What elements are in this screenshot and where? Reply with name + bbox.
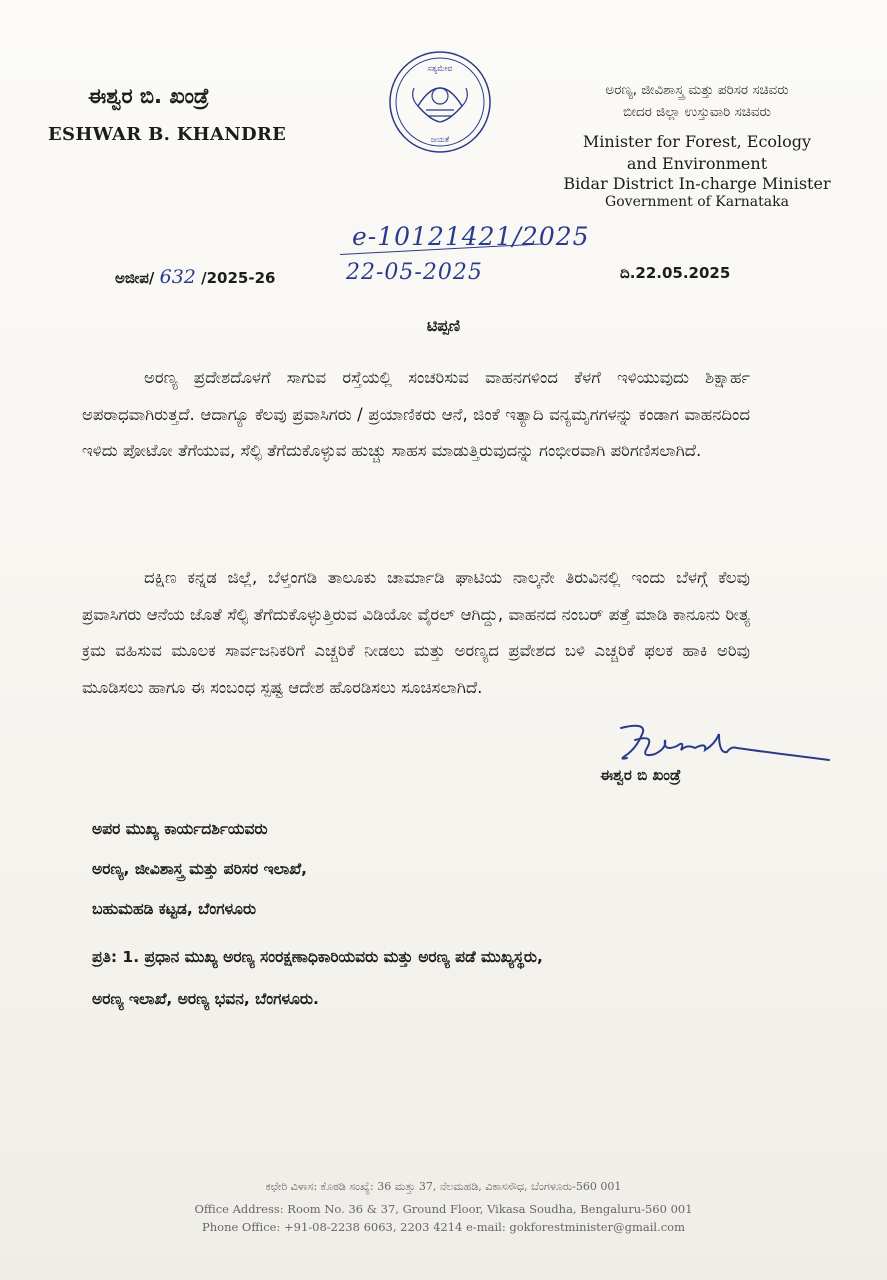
handwritten-date: 22-05-2025 bbox=[346, 260, 483, 285]
note-heading: ಟಿಪ್ಪಣಿ bbox=[426, 316, 461, 335]
copy-to-line-2: ಅರಣ್ಯ ಇಲಾಖೆ, ಅರಣ್ಯ ಭವನ, ಬೆಂಗಳೂರು. bbox=[92, 990, 319, 1008]
signatory-name: ಈಶ್ವರ ಬಿ ಖಂಡ್ರೆ bbox=[600, 766, 681, 784]
signature-icon bbox=[615, 718, 855, 770]
designation-kannada-2: ಬೀದರ ಜಿಲ್ಲಾ ಉಸ್ತುವಾರಿ ಸಚಿವರು bbox=[623, 104, 771, 120]
minister-name-english: ESHWAR B. KHANDRE bbox=[48, 124, 287, 145]
minister-name-kannada: ಈಶ್ವರ ಬಿ. ಖಂಡ್ರೆ bbox=[88, 84, 210, 108]
footer-contact: Phone Office: +91-08-2238 6063, 2203 4214 e-mail: gokforestminister@gmail.com bbox=[202, 1220, 685, 1234]
addressee-line-3: ಬಹುಮಹಡಿ ಕಟ್ಟಡ, ಬೆಂಗಳೂರು bbox=[92, 900, 257, 918]
footer-address-kannada: ಕಛೇರಿ ವಿಳಾಸ: ಕೊಠಡಿ ಸಂಖ್ಯೆ: 36 ಮತ್ತು 37, ನೆಲಮಹಡಿ, ವಿಕಾಸಸೌಧ, ಬೆಂಗಳೂರು-560 001 bbox=[265, 1180, 622, 1193]
reference-suffix: /2025-26 bbox=[201, 269, 276, 287]
addressee-line-1: ಅಪರ ಮುಖ್ಯ ಕಾರ್ಯದರ್ಶಿಯವರು bbox=[92, 820, 268, 838]
designation-english-1: Minister for Forest, Ecology bbox=[582, 132, 812, 151]
paragraph-2: ದಕ್ಷಿಣ ಕನ್ನಡ ಜಿಲ್ಲೆ, ಬೆಳ್ತಂಗಡಿ ತಾಲೂಕು ಚಾರ್ಮಾಡಿ ಘಾಟಿಯ ನಾಲ್ಕನೇ ತಿರುವಿನಲ್ಲಿ ಇಂದು ಬೆಳಗ್ಗೆ ಕೆಲವು ಪ್ರವಾಸಿಗರು ಆನೆಯ ಜೊತೆ ಸೆಲ್ಫಿ ತೆಗೆದುಕೊಳ್ಳುತ್ತಿರುವ ವಿಡಿಯೋ ವೈರಲ್ ಆಗಿದ್ದು, ವಾಹನದ ನಂಬರ್ ಪತ್ತೆ ಮಾಡಿ ಕಾನೂನು ರೀತ್ಯ ಕ್ರಮ ವಹಿಸುವ ಮೂಲಕ ಸಾರ್ವಜನಿಕರಿಗೆ ಎಚ್ಚರಿಕೆ ನೀಡಲು ಮತ್ತು ಅರಣ್ಯದ ಪ್ರವೇಶದ ಬಳಿ ಎಚ್ಚರಿಕೆ ಫಲಕ ಹಾಕಿ ಅರಿವು ಮೂಡಿಸಲು ಹಾಗೂ ಈ ಸಂಬಂಧ ಸ್ಪಷ್ಟ ಆದೇಶ ಹೊರಡಿಸಲು ಸೂಚಿಸಲಾಗಿದೆ. bbox=[82, 568, 750, 697]
handwritten-file-number: e-10121421/2025 bbox=[352, 222, 590, 251]
reference-number bbox=[115, 266, 275, 288]
designation-english-2: and Environment bbox=[626, 154, 768, 173]
designation-kannada-1: ಅರಣ್ಯ, ಜೀವಿಶಾಸ್ತ್ರ ಮತ್ತು ಪರಿಸರ ಸಚಿವರು bbox=[605, 82, 789, 98]
designation-english-4: Government of Karnataka bbox=[605, 194, 789, 210]
reference-handwritten-number: 632 bbox=[159, 266, 196, 288]
footer-address-english: Office Address: Room No. 36 & 37, Ground Floor, Vikasa Soudha, Bengaluru-560 001 bbox=[194, 1202, 693, 1216]
emblem-bottom-text: ಜಯತೆ bbox=[430, 135, 450, 144]
designation-english-3: Bidar District In-charge Minister bbox=[563, 174, 831, 193]
copy-to-line-1: ಪ್ರತಿ: 1. ಪ್ರಧಾನ ಮುಖ್ಯ ಅರಣ್ಯ ಸಂರಕ್ಷಣಾಧಿಕಾರಿಯವರು ಮತ್ತು ಅರಣ್ಯ ಪಡೆ ಮುಖ್ಯಸ್ಥರು, bbox=[92, 948, 543, 966]
emblem-top-text: ಸತ್ಯಮೇವ bbox=[427, 64, 453, 73]
letter-date: ದಿ.22.05.2025 bbox=[620, 264, 731, 282]
karnataka-emblem-icon bbox=[388, 50, 492, 154]
addressee-line-2: ಅರಣ್ಯ, ಜೀವಿಶಾಸ್ತ್ರ ಮತ್ತು ಪರಿಸರ ಇಲಾಖೆ, bbox=[92, 860, 308, 878]
reference-prefix: ಅಜೀಪ/ bbox=[115, 269, 155, 287]
paragraph-1: ಅರಣ್ಯ ಪ್ರದೇಶದೊಳಗೆ ಸಾಗುವ ರಸ್ತೆಯಲ್ಲಿ ಸಂಚರಿಸುವ ವಾಹನಗಳಿಂದ ಕೆಳಗೆ ಇಳಿಯುವುದು ಶಿಕ್ಷಾರ್ಹ ಅಪರಾಧವಾಗಿರುತ್ತದೆ. ಆದಾಗ್ಯೂ ಕೆಲವು ಪ್ರವಾಸಿಗರು / ಪ್ರಯಾಣಿಕರು ಆನೆ, ಜಿಂಕೆ ಇತ್ಯಾದಿ ವನ್ಯಮೃಗಗಳನ್ನು ಕಂಡಾಗ ವಾಹನದಿಂದ ಇಳಿದು ಪೋಟೋ ತೆಗೆಯುವ, ಸೆಲ್ಫಿ ತೆಗೆದುಕೊಳ್ಳುವ ಹುಚ್ಚು ಸಾಹಸ ಮಾಡುತ್ತಿರುವುದನ್ನು ಗಂಭೀರವಾಗಿ ಪರಿಗಣಿಸಲಾಗಿದೆ. bbox=[82, 368, 750, 460]
